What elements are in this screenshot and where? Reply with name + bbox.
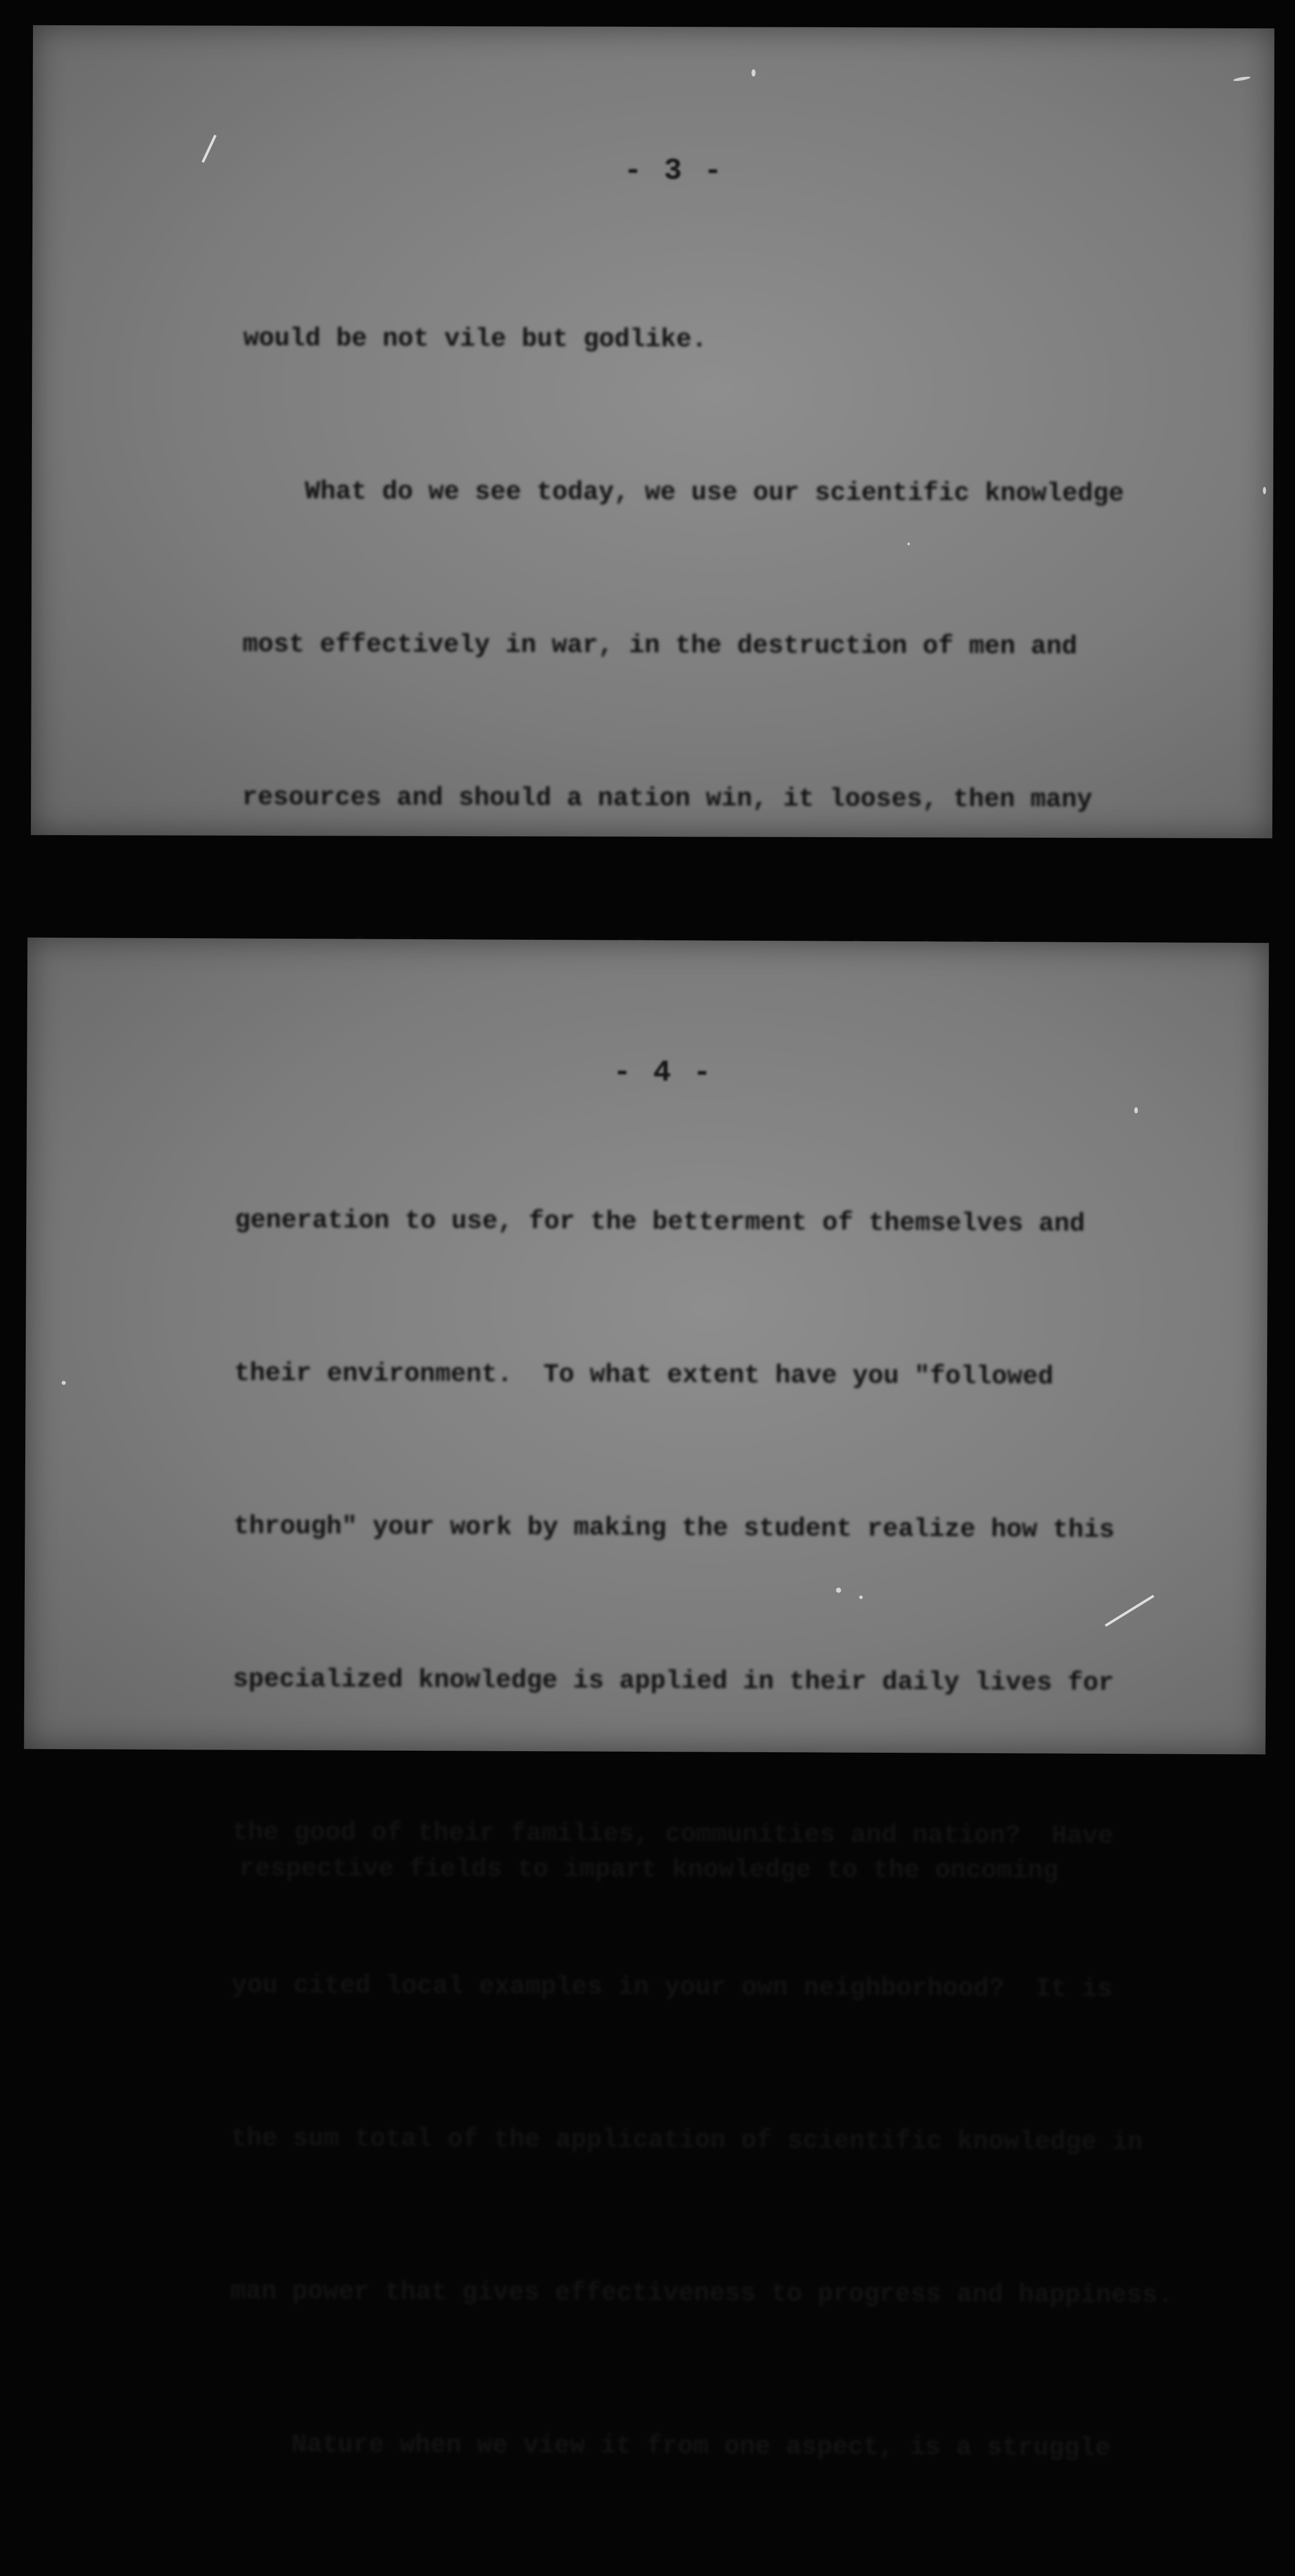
text-line: most effectively in war, in the destruction of men and [242, 630, 1078, 662]
text-line: you cited local examples in your own neighborhood? It is [231, 1971, 1113, 2004]
film-speck [859, 1596, 863, 1599]
text-line: the good of their families, communities and nation? Have [232, 1818, 1114, 1851]
text-line: man power that gives effectiveness to progress and happiness. [230, 2277, 1173, 2311]
text-line: the sum total of the application of scientific knowledge in [231, 2124, 1143, 2158]
page-number: - 4 - [613, 1056, 713, 1090]
film-speck [907, 543, 910, 545]
film-speck [1233, 76, 1251, 82]
film-speck [1263, 487, 1266, 494]
text-line: resources and should a nation win, it looses, then many [242, 783, 1093, 815]
film-speck [62, 1381, 66, 1385]
film-speck [1134, 1107, 1138, 1113]
text-line: would be not vile but godlike. [243, 324, 707, 355]
text-line: specialized knowledge is applied in their daily lives for [233, 1665, 1114, 1698]
page-number: - 3 - [624, 154, 724, 189]
text-line: What do we see today, we use our scientific knowledge [243, 477, 1124, 509]
page-text [228, 1093, 1178, 2576]
text-line: their environment. To what extent have you "followed [234, 1359, 1054, 1392]
film-speck [836, 1588, 841, 1593]
text-line: through" your work by making the student realize how this [233, 1512, 1115, 1545]
film-speck [752, 69, 756, 76]
text-line: respective fields to impart knowledge to the oncoming [239, 1854, 1059, 1886]
text-line [229, 2572, 1172, 2576]
text-line: Nature when we view it from one aspect, is a struggle [229, 2430, 1111, 2463]
text-line: generation to use, for the betterment of themselves and [234, 1206, 1085, 1239]
